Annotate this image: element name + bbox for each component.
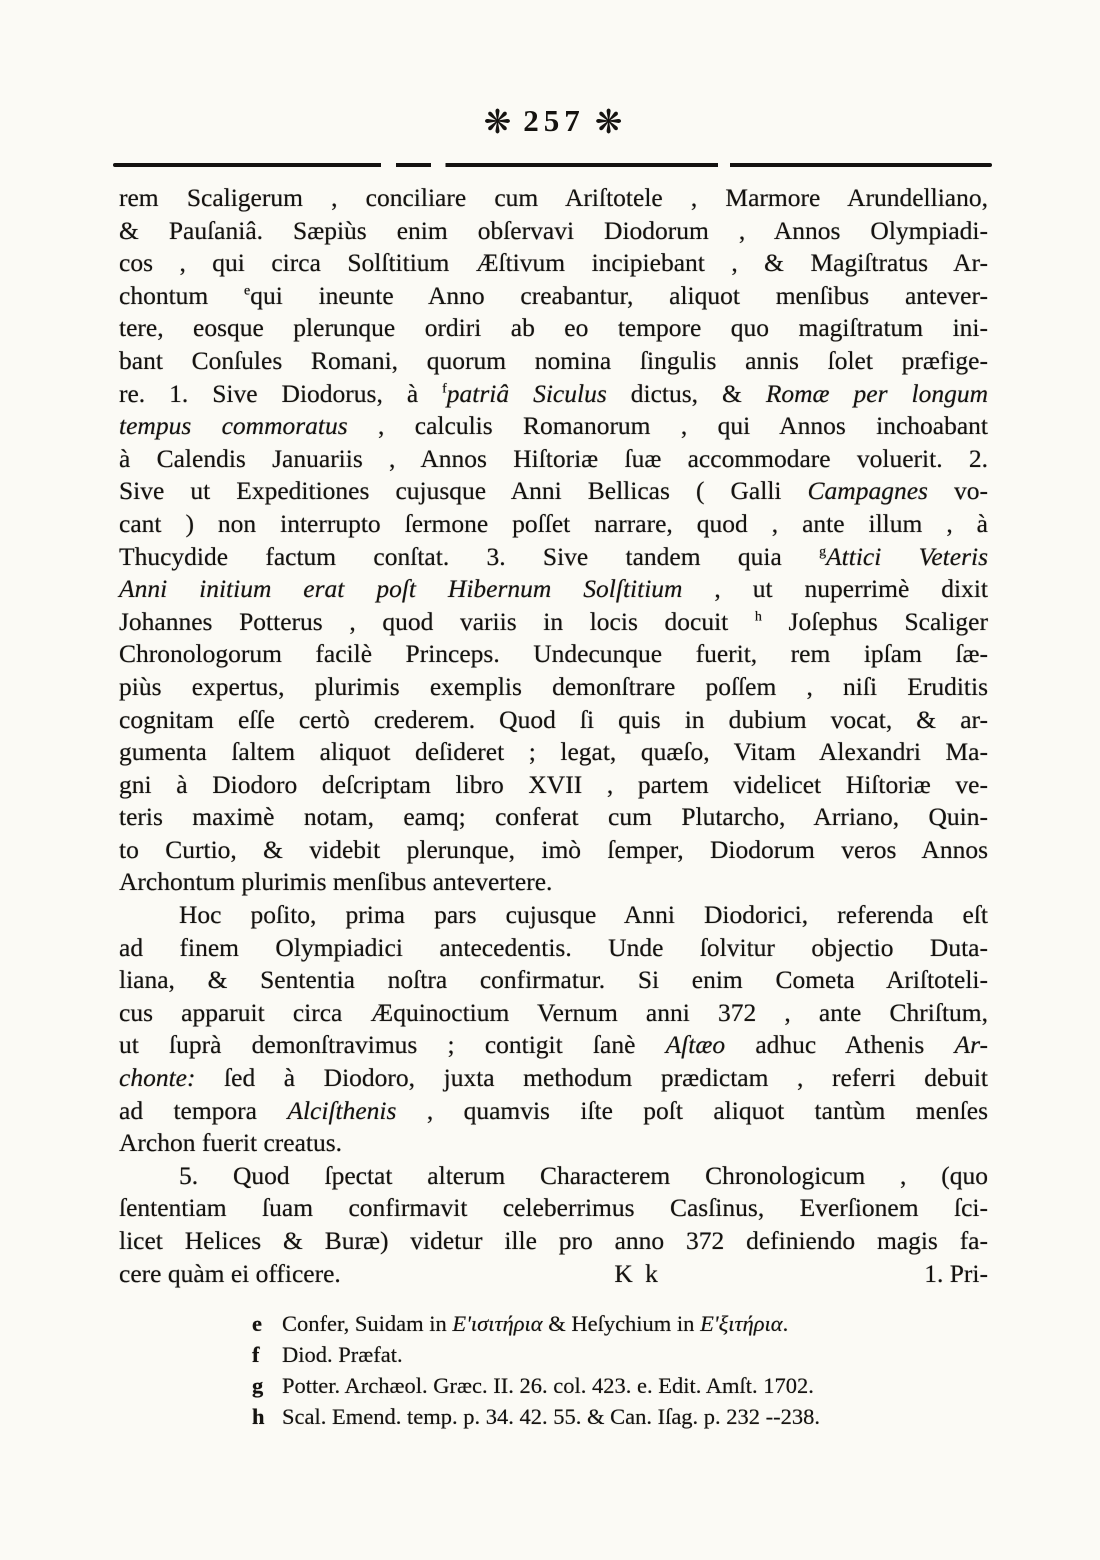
text-line — [119, 1095, 988, 1128]
text-segment: ad finem Olympiadici antecedentis. Unde ſolvitur objectio Duta- — [119, 932, 988, 962]
text-line — [119, 508, 988, 541]
text-line — [119, 410, 988, 443]
text-segment: Ε'ξιτήρια — [700, 1311, 783, 1336]
text-segment: adhuc Athenis — [725, 1030, 955, 1060]
text-segment: liana, & Sententia noſtra confirmatur. Si enim Cometa Ariſtoteli- — [119, 965, 988, 995]
text-line — [119, 1062, 988, 1095]
text-segment: bant Conſules Romani, quorum nomina ſingulis annis ſolet præfige- — [119, 345, 988, 375]
text-segment: gumenta ſaltem aliquot deſideret ; legat, quæſo, Vitam Alexandri Ma- — [119, 737, 988, 767]
footnote — [252, 1308, 972, 1339]
paragraph — [119, 899, 988, 1160]
footnote-ref: h — [754, 609, 762, 625]
floral-ornament-left-icon: ❋ — [483, 102, 514, 141]
text-line — [119, 280, 988, 313]
text-segment: , calculis Romanorum , qui Annos inchoabant — [347, 411, 988, 441]
text-line — [119, 964, 988, 997]
text-segment: Romæ per longum — [765, 378, 988, 408]
footnote-label: f — [252, 1342, 260, 1367]
text-segment: chonte: — [119, 1063, 196, 1093]
text-segment: , quamvis iſte poſt aliquot tantùm menſes — [396, 1095, 988, 1125]
text-line — [119, 671, 988, 704]
text-line — [119, 573, 988, 606]
body-text — [119, 182, 988, 1290]
text-line — [119, 801, 988, 834]
text-segment: patriâ Siculus — [446, 378, 607, 408]
paragraph — [119, 182, 988, 899]
text-segment: ſed à Diodoro, juxta methodum prædictam , referri debuit — [195, 1063, 988, 1093]
text-segment: Anni initium erat poſt Hibernum Solſtitium — [119, 574, 683, 604]
text-segment: & Heſychium in — [542, 1311, 701, 1336]
text-segment: , ut nuperrimè dixit — [682, 574, 988, 604]
text-line — [119, 899, 988, 932]
text-segment: Campagnes — [807, 476, 928, 506]
footnote-ref: g — [819, 544, 827, 560]
page-header — [120, 100, 988, 139]
text-line — [119, 638, 988, 671]
text-segment: teris maximè notam, eamq; conferat cum Plutarcho, Arriano, Quin- — [119, 802, 988, 832]
text-line — [119, 932, 988, 965]
text-segment: & Pauſaniâ. Sæpiùs enim obſervavi Diodorum , Annos Olympiadi- — [119, 215, 988, 245]
text-line — [119, 475, 988, 508]
text-segment: dictus, & — [606, 378, 766, 408]
text-line — [119, 443, 988, 476]
footnote-label: e — [252, 1311, 262, 1336]
text-line — [119, 247, 988, 280]
text-line — [119, 378, 988, 411]
text-line — [119, 345, 988, 378]
text-segment: Archon fuerit creatus. — [119, 1128, 343, 1158]
text-line — [119, 704, 988, 737]
text-segment: cognitam eſſe certò crederem. Quod ſi quis in dubium vocat, & ar- — [119, 704, 988, 734]
text-line — [119, 1225, 988, 1258]
text-segment: cant ) non interrupto ſermone poſſet narrare, quod , ante illum , à — [119, 508, 988, 538]
text-segment: Thucydide factum conſtat. 3. Sive tandem quia — [119, 541, 820, 571]
footnote-ref: e — [244, 283, 251, 299]
page-number: 257 — [523, 103, 585, 138]
text-segment: qui ineunte Anno creabantur, aliquot menſibus antever- — [250, 280, 988, 310]
text-segment: Joſephus Scaliger — [761, 606, 988, 636]
catchline — [119, 1258, 988, 1291]
text-segment: Chronologorum facilè Princeps. Undecunque fuerit, rem ipſam ſæ- — [119, 639, 988, 669]
text-segment: tere, eosque plerunque ordiri ab eo tempore quo magiſtratum ini- — [119, 313, 988, 343]
text-line — [119, 1160, 988, 1193]
text-segment: Confer, Suidam in — [282, 1311, 453, 1336]
text-line — [119, 736, 988, 769]
text-segment: . — [782, 1311, 789, 1336]
paragraph — [119, 1160, 988, 1258]
text-segment: Ε'ισιτήρια — [452, 1311, 543, 1336]
text-segment: to Curtio, & videbit plerunque, imò ſemper, Diodorum veros Annos — [119, 834, 988, 864]
text-segment: tempus commoratus — [119, 411, 348, 441]
footnote-label: g — [252, 1373, 264, 1398]
text-line — [119, 866, 988, 899]
text-segment: re. 1. Sive Diodorus, à — [119, 378, 443, 408]
text-line — [119, 541, 988, 574]
text-line — [119, 1192, 988, 1225]
text-line — [119, 215, 988, 248]
text-line — [119, 1127, 988, 1160]
header-rule — [113, 163, 992, 167]
text-segment: ad tempora — [119, 1095, 288, 1125]
text-segment: Attici Veteris — [826, 541, 989, 571]
text-segment: ut ſuprà demonſtravimus ; contigit ſanè — [119, 1030, 666, 1060]
text-segment: cus apparuit circa Æquinoctium Vernum anni 372 , ante Chriſtum, — [119, 997, 988, 1027]
footnote — [252, 1401, 972, 1432]
text-segment: licet Helices & Buræ) videtur ille pro anno 372 definiendo magis fa- — [119, 1226, 988, 1255]
text-segment: chontum — [119, 280, 244, 310]
footnotes-block — [252, 1308, 972, 1432]
text-segment: Diod. Præfat. — [282, 1342, 403, 1367]
text-line — [119, 769, 988, 802]
text-segment: cos , qui circa Solſtitium Æſtivum incipiebant , & Magiſtratus Ar- — [119, 248, 988, 278]
text-line — [119, 834, 988, 867]
text-segment: rem Scaligerum , conciliare cum Ariſtotele , Marmore Arundelliano, — [119, 183, 988, 212]
text-segment: à Calendis Januariis , Annos Hiſtoriæ ſuæ accommodare voluerit. 2. — [119, 443, 988, 473]
text-line — [119, 997, 988, 1030]
text-line — [119, 312, 988, 345]
text-segment: Hoc poſito, prima pars cujusque Anni Diodorici, referenda eſt — [179, 900, 988, 930]
signature-mark: K k — [614, 1258, 661, 1288]
text-segment: ſententiam ſuam confirmavit celeberrimus Casſinus, Everſionem ſci- — [119, 1193, 988, 1223]
footnote-ref: f — [442, 381, 447, 397]
text-segment: Alciſthenis — [287, 1095, 397, 1125]
text-segment: piùs expertus, plurimis exemplis demonſtrare poſſem , niſi Eruditis — [119, 671, 988, 701]
floral-ornament-right-icon: ❋ — [594, 102, 625, 141]
text-segment: Potter. Archæol. Græc. II. 26. col. 423. e. Edit. Amſt. 1702. — [282, 1373, 814, 1398]
text-segment: Scal. Emend. temp. p. 34. 42. 55. & Can. Iſag. p. 232 --238. — [282, 1404, 821, 1429]
text-segment: Johannes Potterus , quod variis in locis docuit — [119, 606, 755, 636]
text-segment: gni à Diodoro deſcriptam libro XVII , partem videlicet Hiſtoriæ ve- — [119, 769, 988, 799]
text-segment: Archontum plurimis menſibus antevertere. — [119, 867, 553, 897]
footnote-label: h — [252, 1404, 265, 1429]
text-segment: 5. Quod ſpectat alterum Characterem Chronologicum , (quo — [179, 1160, 988, 1190]
text-segment: cere quàm ei officere. — [119, 1258, 341, 1288]
text-line — [119, 606, 988, 639]
catchword: 1. Pri- — [924, 1258, 988, 1288]
text-segment: Ar- — [954, 1030, 989, 1060]
text-segment: Sive ut Expeditiones cujusque Anni Bellicas ( Galli — [119, 476, 808, 506]
text-segment: Aſtæo — [665, 1030, 726, 1060]
text-line — [119, 182, 988, 215]
text-segment: vo- — [927, 476, 988, 506]
text-line — [119, 1029, 988, 1062]
footnote — [252, 1370, 972, 1401]
footnote — [252, 1339, 972, 1370]
